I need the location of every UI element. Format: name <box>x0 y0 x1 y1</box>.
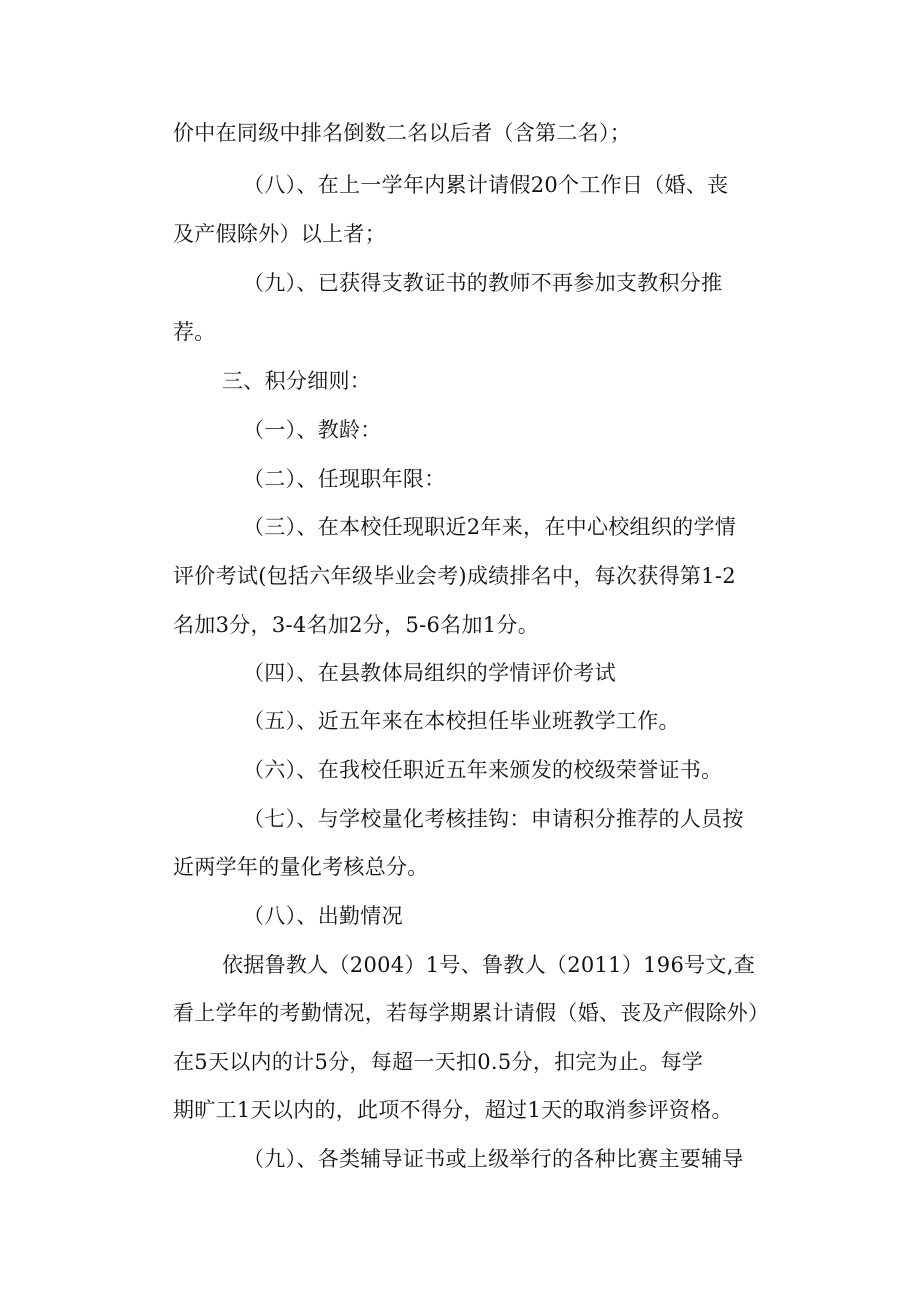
text-line-11: 名加3分，3-4名加2分，5-6名加1分。 <box>173 613 540 637</box>
section-heading: 三、积分细则： <box>222 369 372 393</box>
text-line-19: 看上学年的考勤情况，若每学期累计请假（婚、丧及产假除外） <box>173 1001 770 1025</box>
text-line-5: 荐。 <box>173 320 216 344</box>
text-line-9: （三）、在本校任现职近2年来，在中心校组织的学情 <box>243 515 737 539</box>
text-line-14: （六）、在我校任职近五年来颁发的校级荣誉证书。 <box>243 758 723 782</box>
text-line-8: （二）、任现职年限： <box>243 467 446 491</box>
text-line-22: （九）、各类辅导证书或上级举行的各种比赛主要辅导 <box>243 1147 744 1171</box>
text-line-18: 依据鲁教人（2004）1号、鲁教人（2011）196号文,查 <box>222 953 756 977</box>
text-line-13: （五）、近五年来在本校担任毕业班教学工作。 <box>243 709 680 733</box>
text-line-15: （七）、与学校量化考核挂钩：申请积分推荐的人员按 <box>243 807 744 831</box>
text-line-16: 近两学年的量化考核总分。 <box>173 855 429 879</box>
text-line-21: 期旷工1天以内的，此项不得分，超过1天的取消参评资格。 <box>173 1098 733 1122</box>
text-line-4: （九）、已获得支教证书的教师不再参加支教积分推 <box>243 271 723 295</box>
text-line-2: （八）、在上一学年内累计请假20个工作日（婚、丧 <box>243 173 729 197</box>
text-line-3: 及产假除外）以上者； <box>173 222 386 246</box>
text-line-17: （八）、出勤情况 <box>243 904 403 928</box>
text-line-1: 价中在同级中排名倒数二名以后者（含第二名）； <box>173 121 632 145</box>
text-line-7: （一）、教龄： <box>243 418 382 442</box>
text-line-12: （四）、在县教体局组织的学情评价考试 <box>243 661 616 685</box>
text-line-10: 评价考试(包括六年级毕业会考)成绩排名中，每次获得第1-2 <box>173 564 736 588</box>
text-line-20: 在5天以内的计5分，每超一天扣0.5分，扣完为止。每学 <box>173 1050 704 1074</box>
